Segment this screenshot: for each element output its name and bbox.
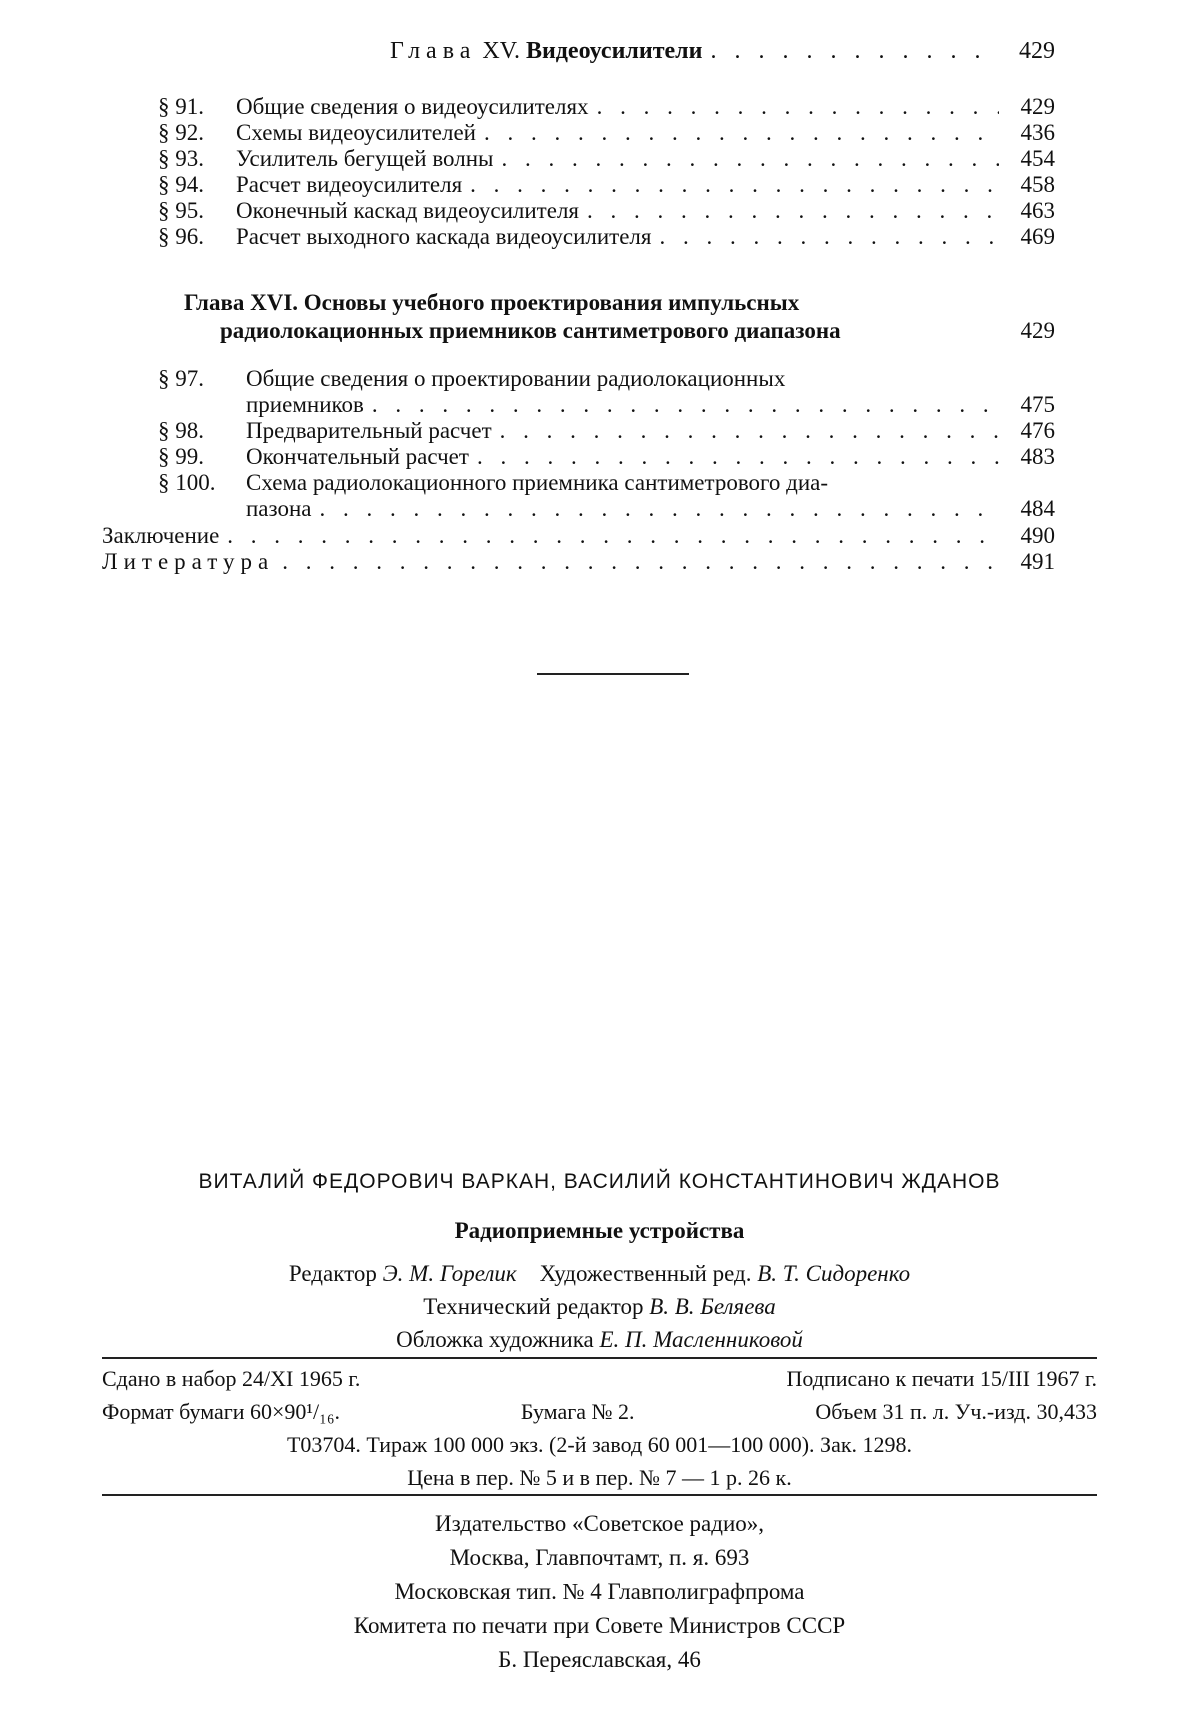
dot-leader	[477, 444, 999, 470]
dot-leader	[587, 198, 999, 224]
toc-entry	[158, 94, 1055, 120]
rule-top	[102, 1357, 1097, 1359]
toc-entry	[158, 418, 1055, 444]
book-title: Радиоприемные устройства	[454, 1218, 745, 1243]
credits-line-2	[102, 1290, 1097, 1323]
page-number: 469	[1020, 224, 1055, 249]
chapter-title-line-2: радиолокационных приемников сантиметрового диапазона	[220, 318, 841, 343]
credits	[102, 1257, 1097, 1356]
toc-entry	[158, 366, 1055, 392]
page-number: 476	[1020, 418, 1055, 443]
art-editor-name: В. Т. Сидоренко	[757, 1261, 911, 1286]
dot-leader	[500, 418, 999, 444]
page-number: 458	[1020, 172, 1055, 197]
print-run: Т03704. Тираж 100 000 экз. (2-й завод 60 001—100 000). Зак. 1298.	[286, 1432, 913, 1457]
toc-entry	[158, 120, 1055, 146]
section-title: Общие сведения о проектировании радиолокационных	[246, 366, 786, 391]
section-title: Общие сведения о видеоусилителях	[236, 94, 589, 119]
paper-format: Формат бумаги 60×90¹/₁₆.	[102, 1399, 340, 1424]
toc-entry	[158, 224, 1055, 250]
page-number: 484	[1020, 496, 1055, 521]
dot-leader	[484, 120, 999, 146]
section-title: Окончательный расчет	[246, 444, 469, 469]
toc-entry-literature	[102, 549, 1055, 575]
page-number: 463	[1020, 198, 1055, 223]
price: Цена в пер. № 5 и в пер. № 7 — 1 р. 26 к.	[407, 1465, 792, 1490]
dot-leader	[597, 94, 999, 120]
page-number: 490	[1020, 523, 1055, 548]
dot-leader	[227, 523, 999, 549]
dot-leader	[659, 224, 999, 250]
page-number: 429	[1020, 318, 1055, 343]
section-number: § 100.	[158, 470, 216, 495]
toc-sections-15	[158, 94, 1055, 250]
toc-entry	[158, 470, 1055, 496]
editor-label: Редактор	[288, 1261, 377, 1286]
tech-editor-label: Технический редактор	[423, 1294, 644, 1319]
paper-type: Бумага № 2.	[520, 1399, 635, 1424]
print-row-3	[102, 1428, 1097, 1461]
toc-entry-continuation	[158, 392, 1055, 418]
dot-leader	[501, 146, 999, 172]
section-number: § 91.	[158, 94, 204, 119]
section-title: Расчет видеоусилителя	[236, 172, 463, 197]
dot-leader	[320, 496, 1000, 522]
publisher-line: Б. Переяславская, 46	[498, 1647, 701, 1672]
dot-leader	[710, 38, 999, 65]
submitted-date: Сдано в набор 24/XI 1965 г.	[102, 1366, 361, 1391]
print-row-2	[102, 1395, 1097, 1428]
chapter-number: XV.	[482, 38, 520, 64]
page-number: 491	[1020, 549, 1055, 574]
entry-title: Литература	[102, 549, 275, 574]
tech-editor-name: В. В. Беляева	[649, 1294, 776, 1319]
dot-leader	[282, 549, 999, 575]
section-number: § 98.	[158, 418, 204, 443]
toc-sections-16	[158, 366, 1055, 522]
section-number: § 97.	[158, 366, 204, 391]
section-number: § 95.	[158, 198, 204, 223]
publisher-line: Издательство «Советское радио»,	[434, 1511, 765, 1536]
section-number: § 92.	[158, 120, 204, 145]
section-title: Схемы видеоусилителей	[236, 120, 476, 145]
chapter-title-line-1: Глава XVI. Основы учебного проектирования импульсных	[184, 290, 800, 315]
toc-chapter-15	[390, 38, 1055, 65]
page-number: 454	[1020, 146, 1055, 171]
section-title: Предварительный расчет	[246, 418, 492, 443]
section-number: § 93.	[158, 146, 204, 171]
section-title: Усилитель бегущей волны	[236, 146, 494, 171]
signed-date: Подписано к печати 15/III 1967 г.	[786, 1366, 1097, 1391]
publisher-line: Московская тип. № 4 Главполиграфпрома	[394, 1579, 805, 1604]
section-number: § 99.	[158, 444, 204, 469]
print-info	[102, 1362, 1097, 1494]
toc-chapter-16	[184, 289, 1055, 345]
chapter-title-line-2-row	[184, 317, 1055, 345]
section-divider	[537, 673, 689, 675]
credits-line-1	[102, 1257, 1097, 1290]
cover-name: Е. П. Масленниковой	[599, 1327, 803, 1352]
toc-entry-continuation	[158, 496, 1055, 522]
publisher-info	[102, 1507, 1097, 1677]
publisher-line: Комитета по печати при Совете Министров СССР	[353, 1613, 846, 1638]
toc-end-matter	[102, 523, 1055, 575]
page-number: 483	[1020, 444, 1055, 469]
page-number: 475	[1020, 392, 1055, 417]
credits-line-3	[102, 1323, 1097, 1356]
dot-leader	[470, 172, 999, 198]
toc-entry	[158, 172, 1055, 198]
print-row-1	[102, 1362, 1097, 1395]
toc-entry	[158, 146, 1055, 172]
chapter-label: Глава	[390, 38, 477, 64]
dot-leader	[372, 392, 999, 418]
editor-name: Э. М. Горелик	[382, 1261, 517, 1286]
publisher-line: Москва, Главпочтамт, п. я. 693	[449, 1545, 750, 1570]
rule-bottom	[102, 1494, 1097, 1496]
page-number: 429	[1020, 94, 1055, 119]
entry-title: Заключение	[102, 523, 220, 548]
section-title: Оконечный каскад видеоусилителя	[236, 198, 580, 223]
section-title: Схема радиолокационного приемника сантиметрового диа-	[246, 470, 829, 495]
section-title: Расчет выходного каскада видеоусилителя	[236, 224, 652, 249]
art-editor-label: Художественный ред.	[539, 1261, 752, 1286]
section-title-cont: пазона	[246, 496, 312, 521]
print-row-4	[102, 1461, 1097, 1494]
section-title-cont: приемников	[246, 392, 364, 417]
page-number: 436	[1020, 120, 1055, 145]
volume: Объем 31 п. л. Уч.-изд. 30,433	[815, 1399, 1097, 1424]
section-number: § 94.	[158, 172, 204, 197]
toc-entry-conclusion	[102, 523, 1055, 549]
chapter-title: Видеоусилители	[525, 38, 703, 64]
section-number: § 96.	[158, 224, 204, 249]
cover-label: Обложка художника	[396, 1327, 594, 1352]
page-number: 429	[1019, 38, 1055, 64]
toc-entry	[158, 444, 1055, 470]
authors: ВИТАЛИЙ ФЕДОРОВИЧ ВАРКАН, ВАСИЛИЙ КОНСТАНТИНОВИЧ ЖДАНОВ	[198, 1170, 1001, 1193]
toc-entry	[158, 198, 1055, 224]
